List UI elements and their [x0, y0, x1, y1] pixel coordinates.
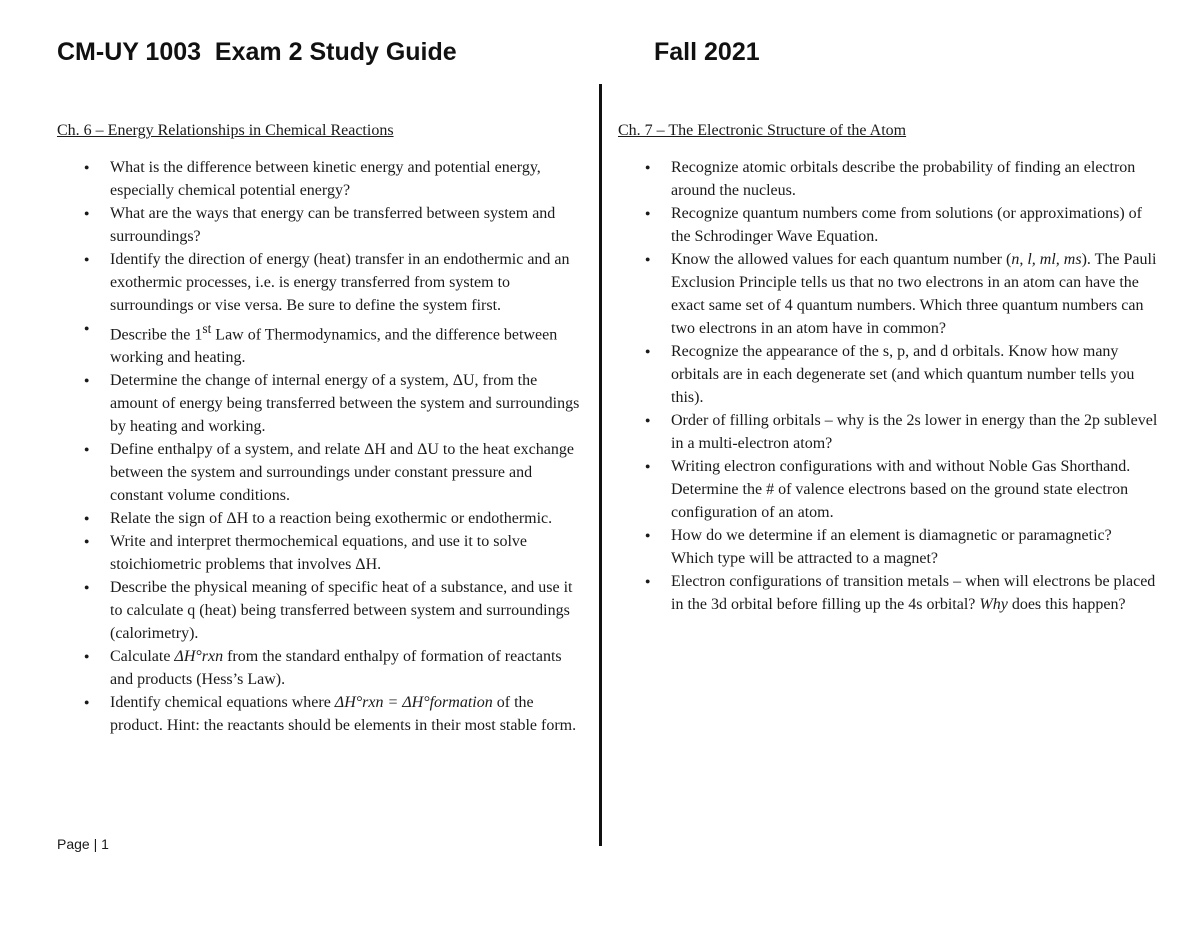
list-item-math: Why — [979, 596, 1008, 613]
list-item: ● Writing electron configurations with and without Noble Gas Shorthand. Determine the # of valence electrons based on the ground state electron configuration of an atom. — [618, 455, 1158, 524]
list-item: ● Determine the change of internal energy of a system, ΔU, from the amount of energy being transferred between the system and surroundings by heating and working. — [57, 369, 587, 438]
chapter-6-section — [57, 120, 587, 737]
list-item: ● Write and interpret thermochemical equations, and use it to solve stoichiometric problems that involves ΔH. — [57, 530, 587, 576]
list-item-pre: Electron configurations of transition metals – when will electrons be placed in the 3d orbital before filling up the 4s orbital? — [671, 573, 1156, 613]
document-title: CM-UY 1003 Exam 2 Study Guide — [57, 38, 457, 66]
list-item — [618, 570, 1158, 616]
list-item: ● Describe the physical meaning of specific heat of a substance, and use it to calculate q (heat) being transferred between system and surroundings (calorimetry). — [57, 576, 587, 645]
list-item-post: ). The Pauli Exclusion Principle tells us that no two electrons in an atom can have the exact same set of 4 quantum numbers. Which three quantum numbers can two electrons in an atom have in common? — [671, 251, 1157, 337]
list-item-post: Law of Thermodynamics, and the difference between working and heating. — [110, 326, 558, 367]
list-item: ● Recognize the appearance of the s, p, and d orbitals. Know how many orbitals are in each degenerate set (and which quantum number tells you this). — [618, 340, 1158, 409]
list-item-math: n, l, ml, ms — [1011, 251, 1082, 268]
list-item: ● Relate the sign of ΔH to a reaction being exothermic or endothermic. — [57, 507, 587, 530]
list-item: ● Define enthalpy of a system, and relate ΔH and ΔU to the heat exchange between the system and surroundings under constant pressure and constant volume conditions. — [57, 438, 587, 507]
list-item — [57, 317, 587, 369]
list-item-pre: Calculate — [110, 648, 175, 666]
list-item-pre: Identify chemical equations where — [110, 694, 335, 712]
column-divider — [599, 84, 602, 846]
list-item-post: of the product. Hint: the reactants should be elements in their most stable form. — [110, 694, 577, 735]
list-item-post: does this happen? — [1007, 596, 1126, 613]
chapter-7-heading: Ch. 7 – The Electronic Structure of the Atom — [618, 122, 907, 139]
list-item-sup: st — [202, 321, 212, 336]
list-item: ● What is the difference between kinetic energy and potential energy, especially chemical potential energy? — [57, 156, 587, 202]
list-item-pre: Describe the 1 — [110, 326, 203, 344]
chapter-6-list — [57, 156, 587, 737]
list-item: ● How do we determine if an element is diamagnetic or paramagnetic? Which type will be attracted to a magnet? — [618, 524, 1158, 570]
chapter-7-section — [618, 120, 1158, 616]
list-item-math: ΔH°rxn = ΔH°formation — [334, 694, 493, 712]
list-item-math: ΔH°rxn — [174, 648, 224, 666]
list-item: ● Recognize quantum numbers come from solutions (or approximations) of the Schrodinger Wave Equation. — [618, 202, 1158, 248]
list-item — [57, 691, 587, 737]
list-item — [618, 248, 1158, 340]
list-item: ● Identify the direction of energy (heat) transfer in an endothermic and an exothermic processes, i.e. is energy transferred from system to surroundings or vise versa. Be sure to define the system first. — [57, 248, 587, 317]
list-item-post: from the standard enthalpy of formation of reactants and products (Hess’s Law). — [110, 648, 562, 689]
term-label: Fall 2021 — [654, 38, 760, 66]
page-number: Page | 1 — [57, 836, 109, 852]
list-item — [57, 645, 587, 691]
list-item-pre: Know the allowed values for each quantum number ( — [671, 251, 1012, 268]
list-item: ● Recognize atomic orbitals describe the probability of finding an electron around the nucleus. — [618, 156, 1158, 202]
list-item: ● What are the ways that energy can be transferred between system and surroundings? — [57, 202, 587, 248]
list-item: ● Order of filling orbitals – why is the 2s lower in energy than the 2p sublevel in a multi-electron atom? — [618, 409, 1158, 455]
chapter-6-heading: Ch. 6 – Energy Relationships in Chemical Reactions — [57, 122, 394, 139]
chapter-7-list — [618, 156, 1158, 616]
